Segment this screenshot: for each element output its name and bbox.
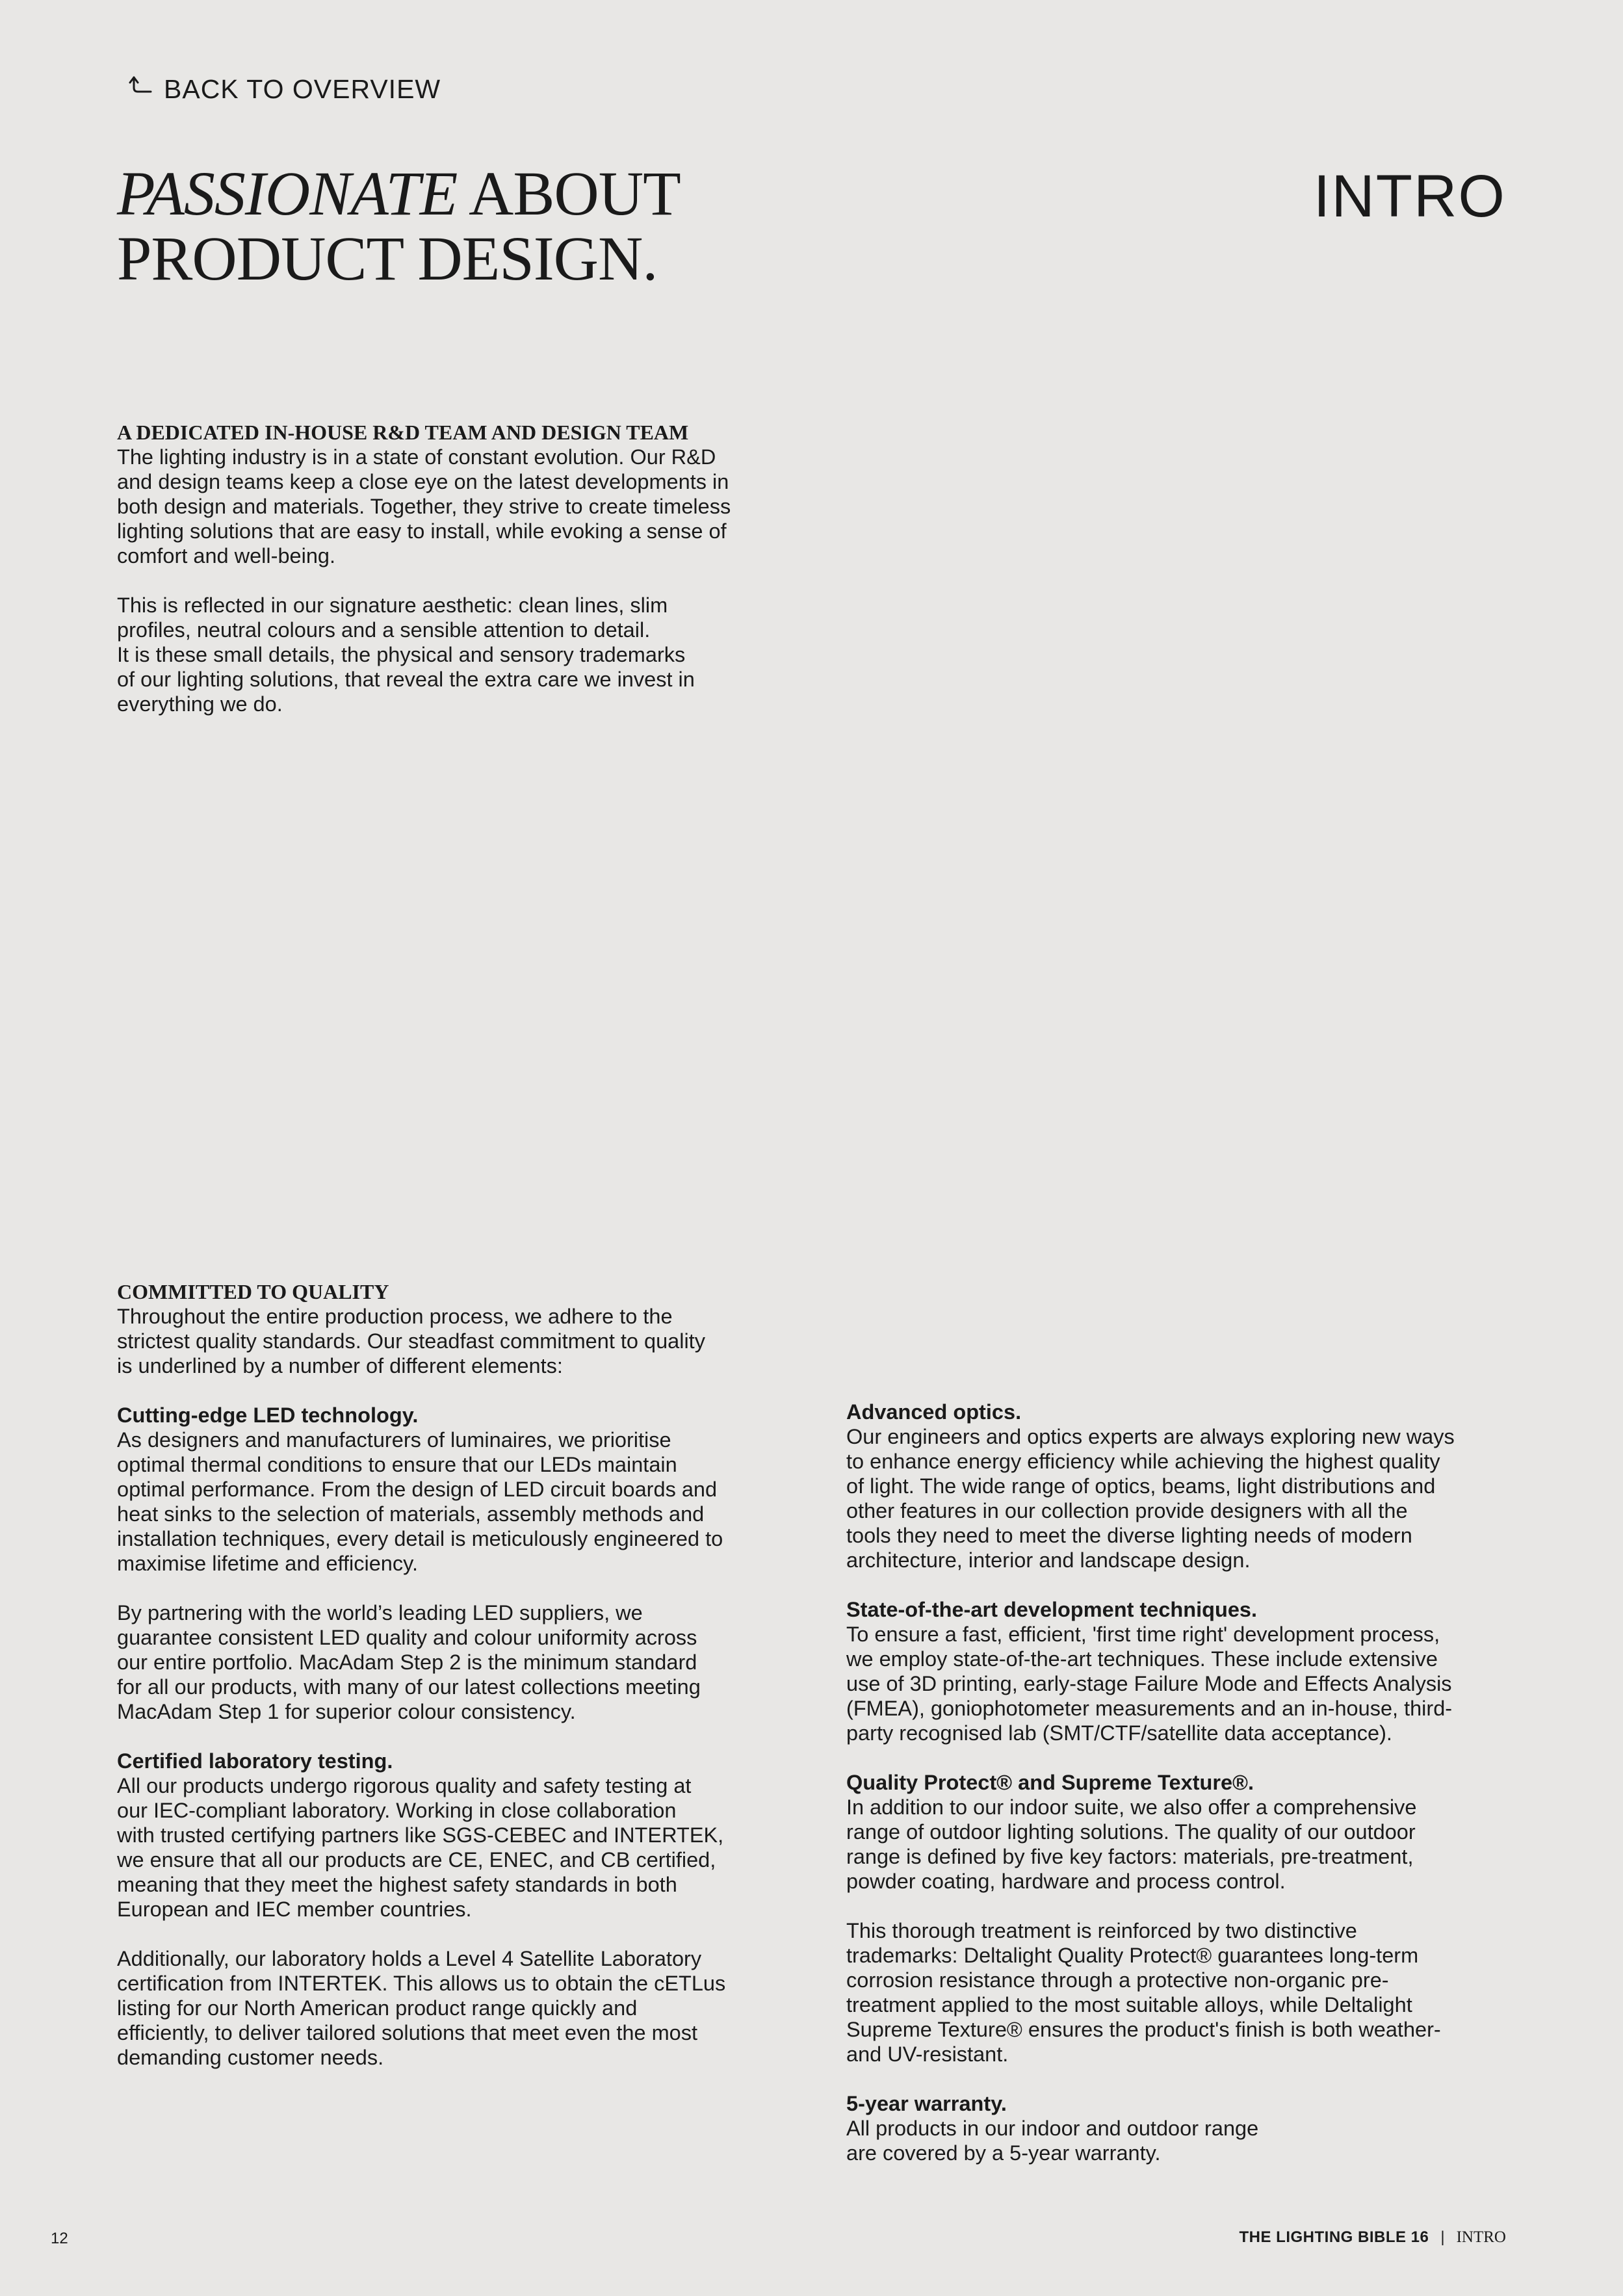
rd-text-line: lighting solutions that are easy to install, while evoking a sense of (117, 519, 727, 543)
dev-text-line: To ensure a fast, efficient, 'first time right' development process, (846, 1623, 1440, 1646)
lab-text-line: Additionally, our laboratory holds a Level 4 Satellite Laboratory (117, 1947, 702, 1970)
protect-text-line: powder coating, hardware and process control. (846, 1870, 1286, 1893)
led-text-line: heat sinks to the selection of materials, assembly methods and (117, 1502, 705, 1526)
headline-line1-rest: ABOUT (457, 159, 681, 228)
warranty-text-line: are covered by a 5-year warranty. (846, 2141, 1161, 2165)
headline-line2: PRODUCT DESIGN. (117, 224, 658, 293)
protect-title: Quality Protect® and Supreme Texture®. (846, 1771, 1254, 1794)
publication-title: THE LIGHTING BIBLE 16 (1239, 2228, 1429, 2246)
quality-section-right (846, 1400, 1516, 2165)
return-arrow-icon (127, 74, 153, 105)
protect-text-line: This thorough treatment is reinforced by two distinctive (846, 1919, 1357, 1942)
rd-text-line: The lighting industry is in a state of constant evolution. Our R&D (117, 445, 716, 469)
optics-text-line: to enhance energy efficiency while achieving the highest quality (846, 1450, 1440, 1473)
warranty-text-line: All products in our indoor and outdoor range (846, 2117, 1259, 2140)
protect-text-line: In addition to our indoor suite, we also offer a comprehensive (846, 1795, 1417, 1819)
optics-text-line: architecture, interior and landscape design. (846, 1548, 1251, 1572)
dev-text-line: we employ state-of-the-art techniques. These include extensive (846, 1647, 1438, 1671)
rd-text-line: comfort and well-being. (117, 544, 335, 567)
protect-text-line: corrosion resistance through a protective non-organic pre- (846, 1968, 1389, 1992)
led-text-line: By partnering with the world’s leading LED suppliers, we (117, 1601, 643, 1624)
footer-section: INTRO (1456, 2228, 1506, 2246)
warranty-title: 5-year warranty. (846, 2092, 1007, 2115)
led-text-line: installation techniques, every detail is meticulously engineered to (117, 1527, 723, 1550)
optics-text-line: Our engineers and optics experts are always exploring new ways (846, 1425, 1455, 1448)
rd-section (117, 420, 780, 716)
back-to-overview-label: BACK TO OVERVIEW (164, 74, 441, 104)
lab-text-line: certification from INTERTEK. This allows us to obtain the cETLus (117, 1972, 726, 1995)
lab-text-line: meaning that they meet the highest safety standards in both (117, 1873, 677, 1896)
optics-text-line: other features in our collection provide designers with all the (846, 1499, 1408, 1522)
quality-section-left (117, 1279, 780, 2070)
dev-text-line: party recognised lab (SMT/CTF/satellite data acceptance). (846, 1721, 1392, 1745)
rd-heading: A DEDICATED IN-HOUSE R&D TEAM AND DESIGN TEAM (117, 421, 689, 444)
protect-text-line: and UV-resistant. (846, 2042, 1009, 2066)
lab-text-line: we ensure that all our products are CE, ENEC, and CB certified, (117, 1848, 716, 1872)
led-text-line: maximise lifetime and efficiency. (117, 1552, 418, 1575)
back-to-overview-link[interactable] (127, 74, 441, 105)
quality-intro-line: Throughout the entire production process, we adhere to the (117, 1305, 673, 1328)
led-text-line: guarantee consistent LED quality and colour uniformity across (117, 1626, 697, 1649)
protect-text-line: range of outdoor lighting solutions. The quality of our outdoor (846, 1820, 1416, 1844)
dev-text-line: use of 3D printing, early-stage Failure Mode and Effects Analysis (846, 1672, 1452, 1695)
lab-text-line: efficiently, to deliver tailored solutions that meet even the most (117, 2021, 698, 2044)
page-headline (117, 161, 681, 291)
page-number: 12 (51, 2230, 68, 2247)
rd-text-line: It is these small details, the physical and sensory trademarks (117, 643, 686, 666)
led-text-line: our entire portfolio. MacAdam Step 2 is the minimum standard (117, 1650, 697, 1674)
optics-text-line: of light. The wide range of optics, beams, light distributions and (846, 1474, 1436, 1498)
led-text-line: As designers and manufacturers of luminaires, we prioritise (117, 1428, 671, 1452)
lab-text-line: with trusted certifying partners like SGS-CEBEC and INTERTEK, (117, 1823, 724, 1847)
headline-italic: PASSIONATE (117, 159, 458, 228)
rd-text-line: and design teams keep a close eye on the latest developments in (117, 470, 729, 493)
dev-title: State-of-the-art development techniques. (846, 1598, 1258, 1621)
led-text-line: MacAdam Step 1 for superior colour consistency. (117, 1700, 576, 1723)
rd-text-line: This is reflected in our signature aesthetic: clean lines, slim (117, 594, 668, 617)
led-text-line: optimal performance. From the design of LED circuit boards and (117, 1478, 718, 1501)
lab-title: Certified laboratory testing. (117, 1749, 393, 1773)
led-title: Cutting-edge LED technology. (117, 1403, 419, 1427)
lab-text-line: All our products undergo rigorous quality and safety testing at (117, 1774, 692, 1797)
protect-text-line: Supreme Texture® ensures the product's finish is both weather- (846, 2018, 1441, 2041)
optics-text-line: tools they need to meet the diverse lighting needs of modern (846, 1524, 1412, 1547)
protect-text-line: range is defined by five key factors: materials, pre-treatment, (846, 1845, 1414, 1868)
lab-text-line: European and IEC member countries. (117, 1898, 472, 1921)
protect-text-line: trademarks: Deltalight Quality Protect® guarantees long-term (846, 1944, 1419, 1967)
rd-text-line: both design and materials. Together, they strive to create timeless (117, 495, 731, 518)
rd-text-line: of our lighting solutions, that reveal the extra care we invest in (117, 668, 695, 691)
rd-text-line: profiles, neutral colours and a sensible attention to detail. (117, 618, 651, 642)
rd-text-line: everything we do. (117, 692, 283, 716)
lab-text-line: listing for our North American product range quickly and (117, 1996, 638, 2020)
protect-text-line: treatment applied to the most suitable alloys, while Deltalight (846, 1993, 1412, 2016)
lab-text-line: our IEC-compliant laboratory. Working in close collaboration (117, 1799, 677, 1822)
section-title: INTRO (1313, 163, 1506, 229)
dev-text-line: (FMEA), goniophotometer measurements and an in-house, third- (846, 1697, 1453, 1720)
lab-text-line: demanding customer needs. (117, 2046, 384, 2069)
quality-intro-line: strictest quality standards. Our steadfast commitment to quality (117, 1329, 705, 1353)
quality-heading: COMMITTED TO QUALITY (117, 1280, 389, 1303)
footer-separator: | (1440, 2228, 1445, 2246)
optics-title: Advanced optics. (846, 1400, 1022, 1424)
led-text-line: for all our products, with many of our latest collections meeting (117, 1675, 701, 1699)
quality-intro-line: is underlined by a number of different elements: (117, 1354, 563, 1377)
led-text-line: optimal thermal conditions to ensure that our LEDs maintain (117, 1453, 677, 1476)
running-footer (1240, 2228, 1506, 2247)
